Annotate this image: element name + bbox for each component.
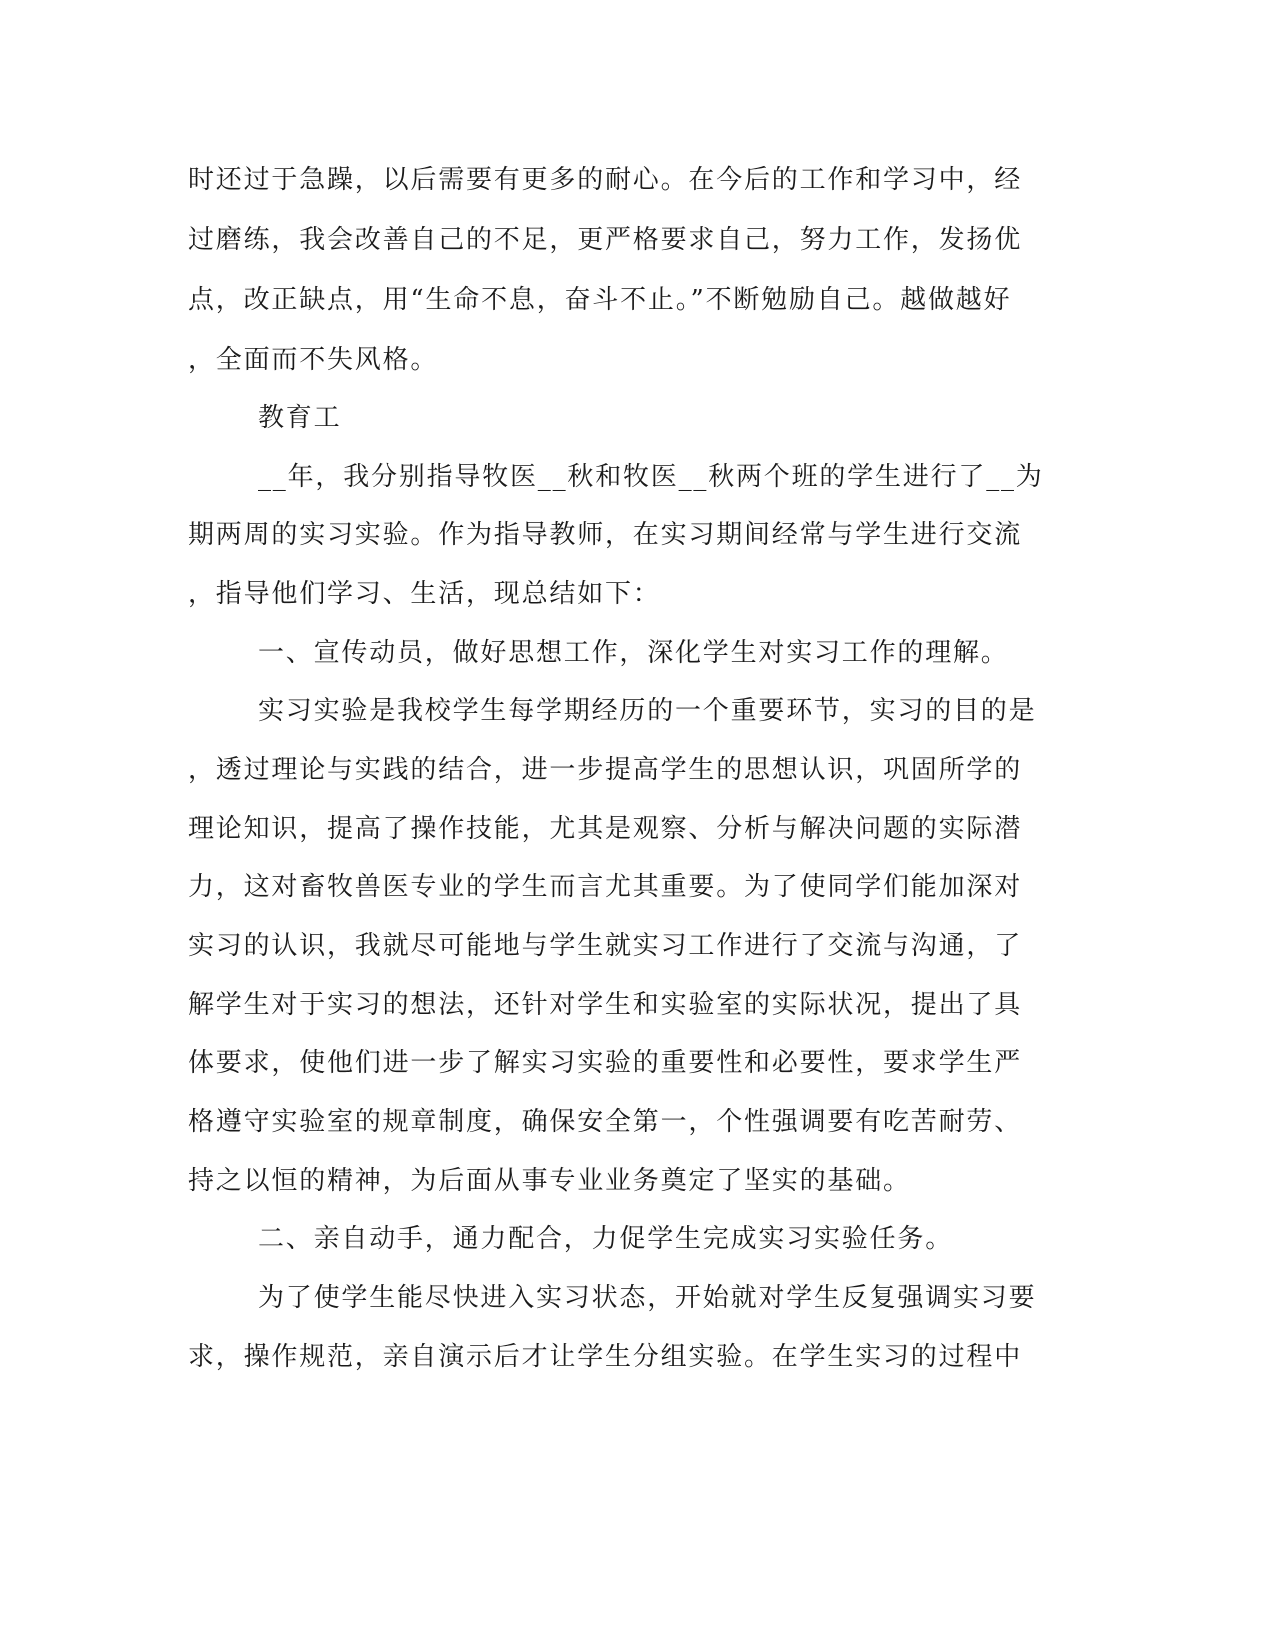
- text-line: 体要求，使他们进一步了解实习实验的重要性和必要性，要求学生严: [188, 1048, 1023, 1078]
- text-line: ，指导他们学习、生活，现总结如下：: [188, 579, 661, 609]
- text-line: 实习实验是我校学生每学期经历的一个重要环节，实习的目的是: [258, 696, 1037, 726]
- subheading: 一、宣传动员，做好思想工作，深化学生对实习工作的理解。: [258, 638, 1009, 668]
- text-line: 实习的认识，我就尽可能地与学生就实习工作进行了交流与沟通，了: [188, 931, 1023, 961]
- text-line: 格遵守实验室的规章制度，确保安全第一，个性强调要有吃苦耐劳、: [188, 1107, 1023, 1137]
- text-line: ，透过理论与实践的结合，进一步提高学生的思想认识，巩固所学的: [188, 755, 1023, 785]
- text-line: 理论知识，提高了操作技能，尤其是观察、分析与解决问题的实际潜: [188, 814, 1023, 844]
- text-line: __年，我分别指导牧医__秋和牧医__秋两个班的学生进行了__为: [258, 462, 1044, 492]
- text-line: 时还过于急躁，以后需要有更多的耐心。在今后的工作和学习中，经: [188, 165, 1023, 195]
- text-line: ，全面而不失风格。: [188, 345, 439, 375]
- text-line: 为了使学生能尽快进入实习状态，开始就对学生反复强调实习要: [258, 1283, 1037, 1313]
- text-line: 期两周的实习实验。作为指导教师，在实习期间经常与学生进行交流: [188, 520, 1023, 550]
- text-line: 解学生对于实习的想法，还针对学生和实验室的实际状况，提出了具: [188, 990, 1023, 1020]
- text-line: 过磨练，我会改善自己的不足，更严格要求自己，努力工作，发扬优: [188, 225, 1023, 255]
- subheading: 二、亲自动手，通力配合，力促学生完成实习实验任务。: [258, 1224, 954, 1254]
- text-line: 点，改正缺点，用“生命不息，奋斗不止。”不断勉励自己。越做越好: [188, 285, 1012, 315]
- section-heading: 教育工: [258, 403, 342, 433]
- text-line: 求，操作规范，亲自演示后才让学生分组实验。在学生实习的过程中: [188, 1342, 1023, 1372]
- text-line: 力，这对畜牧兽医专业的学生而言尤其重要。为了使同学们能加深对: [188, 872, 1023, 902]
- text-line: 持之以恒的精神，为后面从事专业业务奠定了坚实的基础。: [188, 1166, 911, 1196]
